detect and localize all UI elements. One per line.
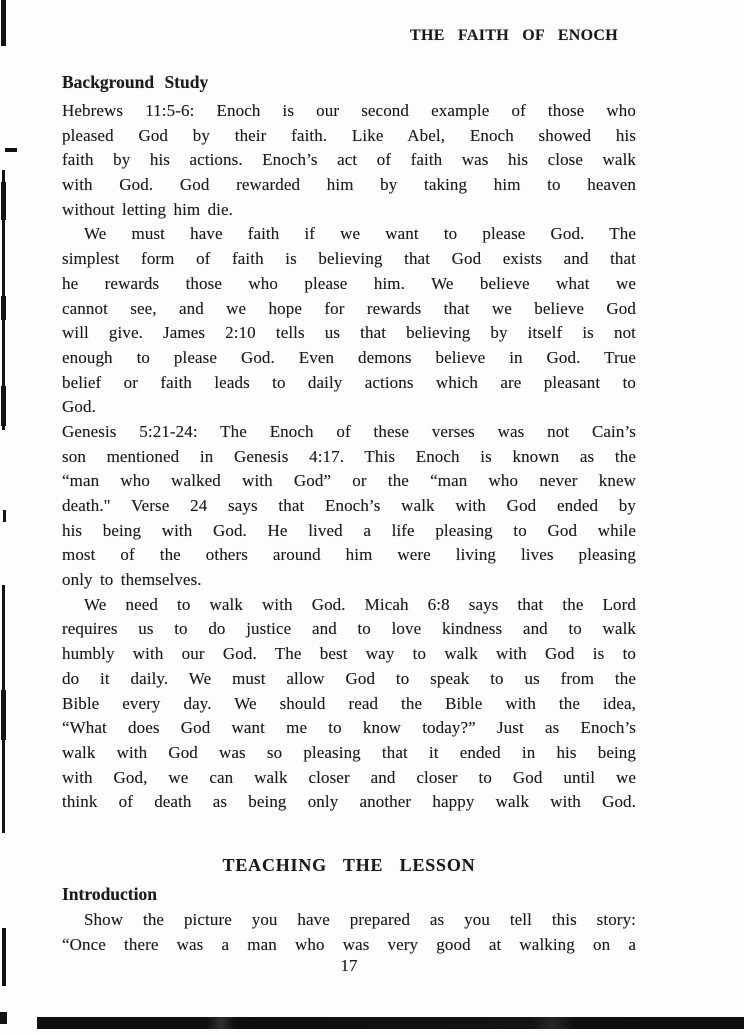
text-line: with God, we can walk closer and closer to God until we <box>62 767 636 787</box>
text-line: humbly with our God. The best way to walk with God is to <box>62 644 636 664</box>
text-line: he rewards those who please him. We believe what we <box>62 273 636 293</box>
text-line: enough to please God. Even demons believe in God. True <box>62 347 636 367</box>
text-line: will give. James 2:10 tells us that believing by itself is not <box>62 323 636 343</box>
introduction-text <box>62 908 636 957</box>
text-line: cannot see, and we hope for rewards that we believe God <box>62 298 636 318</box>
text-line: We need to walk with God. Micah 6:8 says that the Lord <box>84 594 636 614</box>
scan-artifact-blob-1 <box>1 182 6 220</box>
teaching-the-lesson-heading: TEACHING THE LESSON <box>222 855 476 875</box>
scan-artifact-dot <box>3 510 6 522</box>
text-line: Genesis 5:21-24: The Enoch of these verses was not Cain’s <box>62 421 636 441</box>
text-line: without letting him die. <box>62 199 233 219</box>
introduction-heading: Introduction <box>62 884 157 904</box>
text-line: belief or faith leads to daily actions which are pleasant to <box>62 372 636 392</box>
text-line: Show the picture you have prepared as you tell this story: <box>84 910 636 929</box>
text-line: “man who walked with God” or the “man who never knew <box>62 471 636 491</box>
text-line: think of death as being only another happy walk with God. <box>62 792 636 812</box>
text-line: simplest form of faith is believing that God exists and that <box>62 249 636 269</box>
running-header: THE FAITH OF ENOCH <box>410 27 618 44</box>
page-number: 17 <box>340 956 358 975</box>
scan-artifact-left-top <box>1 0 6 46</box>
text-line: most of the others around him were living lives pleasing <box>62 545 636 565</box>
scan-artifact-blob-3 <box>1 386 6 426</box>
text-line: son mentioned in Genesis 4:17. This Enoch is known as the <box>62 446 636 466</box>
text-line: do it daily. We must allow God to speak to us from the <box>62 668 636 688</box>
bottom-scan-bar <box>37 1017 744 1029</box>
text-line: We must have faith if we want to please God. The <box>84 224 636 244</box>
text-line: “Once there was a man who was very good at walking on a <box>62 934 636 954</box>
text-line: requires us to do justice and to love kindness and to walk <box>62 619 636 639</box>
text-line: death." Verse 24 says that Enoch’s walk with God ended by <box>62 496 636 515</box>
scan-artifact-dash <box>5 148 17 152</box>
text-line: walk with God was so pleasing that it ended in his being <box>62 742 636 762</box>
text-line: pleased God by their faith. Like Abel, Enoch showed his <box>62 125 636 145</box>
scan-artifact-blob-4 <box>1 690 6 740</box>
text-line: only to themselves. <box>62 570 202 590</box>
scan-artifact-left-bottom <box>2 928 6 986</box>
text-line: Hebrews 11:5-6: Enoch is our second example of those who <box>62 101 636 120</box>
text-line: Bible every day. We should read the Bible with the idea, <box>62 693 636 713</box>
text-line: “What does God want me to know today?” Just as Enoch’s <box>62 718 636 738</box>
text-line: faith by his actions. Enoch’s act of faith was his close walk <box>62 150 636 170</box>
background-study-section <box>62 72 636 815</box>
scan-artifact-blob-2 <box>1 296 6 320</box>
background-study-text <box>62 99 636 815</box>
text-line: with God. God rewarded him by taking him to heaven <box>62 175 636 195</box>
text-line: God. <box>62 397 96 417</box>
scan-artifact-corner <box>0 1012 7 1024</box>
background-study-heading: Background Study <box>62 72 209 92</box>
text-line: his being with God. He lived a life pleasing to God while <box>62 520 636 540</box>
